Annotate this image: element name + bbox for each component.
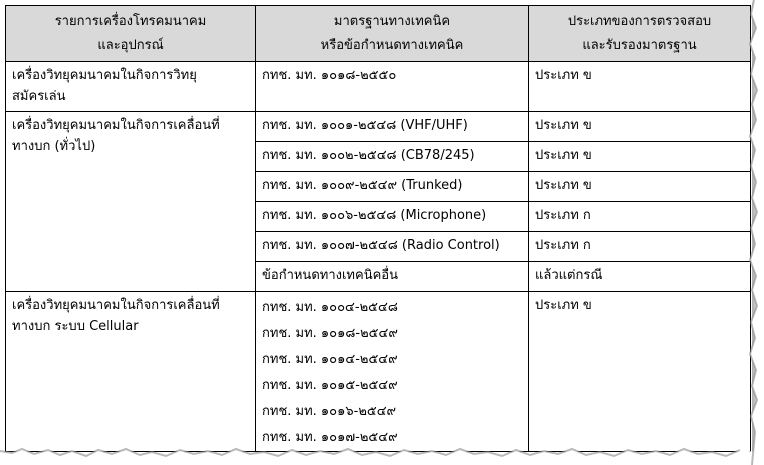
type-cell: ประเภท ข — [529, 142, 751, 172]
header-standard — [256, 6, 529, 62]
standard-cell: กทช. มท. ๑๐๐๒-๒๕๔๘ (CB78/245) — [256, 142, 529, 172]
equipment-line: สมัครเล่น — [12, 89, 66, 104]
table-header-row — [6, 6, 751, 62]
standard-cell: กทช. มท. ๑๐๐๗-๒๕๔๘ (Radio Control) — [256, 232, 529, 262]
standard-cell: ข้อกำหนดทางเทคนิคอื่น — [256, 262, 529, 292]
equipment-line: ทางบก ระบบ Cellular — [12, 319, 139, 334]
standard-cell — [256, 292, 529, 452]
type-cell: ประเภท ข — [529, 292, 751, 452]
standard-line: กทช. มท. ๑๐๑๘-๒๕๔๙ — [262, 326, 398, 341]
torn-edge-right — [746, 0, 764, 465]
equipment-cell — [6, 292, 256, 452]
standard-line: กทช. มท. ๑๐๑๖-๒๕๔๙ — [262, 404, 397, 419]
header-equipment — [6, 6, 256, 62]
standards-table — [5, 5, 751, 452]
table-row — [6, 112, 751, 142]
equipment-line: ทางบก (ทั่วไป) — [12, 139, 96, 154]
type-cell: ประเภท ข — [529, 112, 751, 142]
standard-cell: กทช. มท. ๑๐๐๖-๒๕๔๘ (Microphone) — [256, 202, 529, 232]
header-standard-line1: มาตรฐานทางเทคนิค — [333, 13, 451, 29]
type-cell: ประเภท ข — [529, 62, 751, 112]
equipment-line: เครื่องวิทยุคมนาคมในกิจการเคลื่อนที่ — [12, 118, 220, 133]
type-cell: ประเภท ข — [529, 172, 751, 202]
header-type-line1: ประเภทของการตรวจสอบ — [567, 13, 712, 29]
standard-line: กทช. มท. ๑๐๑๔-๒๕๔๙ — [262, 352, 398, 367]
table-row — [6, 292, 751, 452]
equipment-line: เครื่องวิทยุคมนาคมในกิจการเคลื่อนที่ — [12, 298, 220, 313]
standard-cell: กทช. มท. ๑๐๐๙-๒๕๔๙ (Trunked) — [256, 172, 529, 202]
standard-line: กทช. มท. ๑๐๑๗-๒๕๔๙ — [262, 430, 398, 445]
table-row — [6, 62, 751, 112]
header-equipment-line2: และอุปกรณ์ — [97, 37, 164, 53]
standard-cell: กทช. มท. ๑๐๐๑-๒๕๔๘ (VHF/UHF) — [256, 112, 529, 142]
standard-line: กทช. มท. ๑๐๐๔-๒๕๔๘ — [262, 300, 398, 315]
equipment-cell — [6, 62, 256, 112]
header-type-line2: และรับรองมาตรฐาน — [582, 37, 697, 53]
header-type — [529, 6, 751, 62]
standard-cell: กทช. มท. ๑๐๑๘-๒๕๕๐ — [256, 62, 529, 112]
header-equipment-line1: รายการเครื่องโทรคมนาคม — [54, 13, 207, 29]
equipment-cell — [6, 112, 256, 292]
type-cell: แล้วแต่กรณี — [529, 262, 751, 292]
torn-edge-bottom — [0, 443, 764, 465]
type-cell: ประเภท ก — [529, 232, 751, 262]
equipment-line: เครื่องวิทยุคมนาคมในกิจการวิทยุ — [12, 68, 197, 83]
type-cell: ประเภท ก — [529, 202, 751, 232]
standard-line: กทช. มท. ๑๐๑๕-๒๕๔๙ — [262, 378, 398, 393]
header-standard-line2: หรือข้อกำหนดทางเทคนิค — [320, 37, 464, 53]
